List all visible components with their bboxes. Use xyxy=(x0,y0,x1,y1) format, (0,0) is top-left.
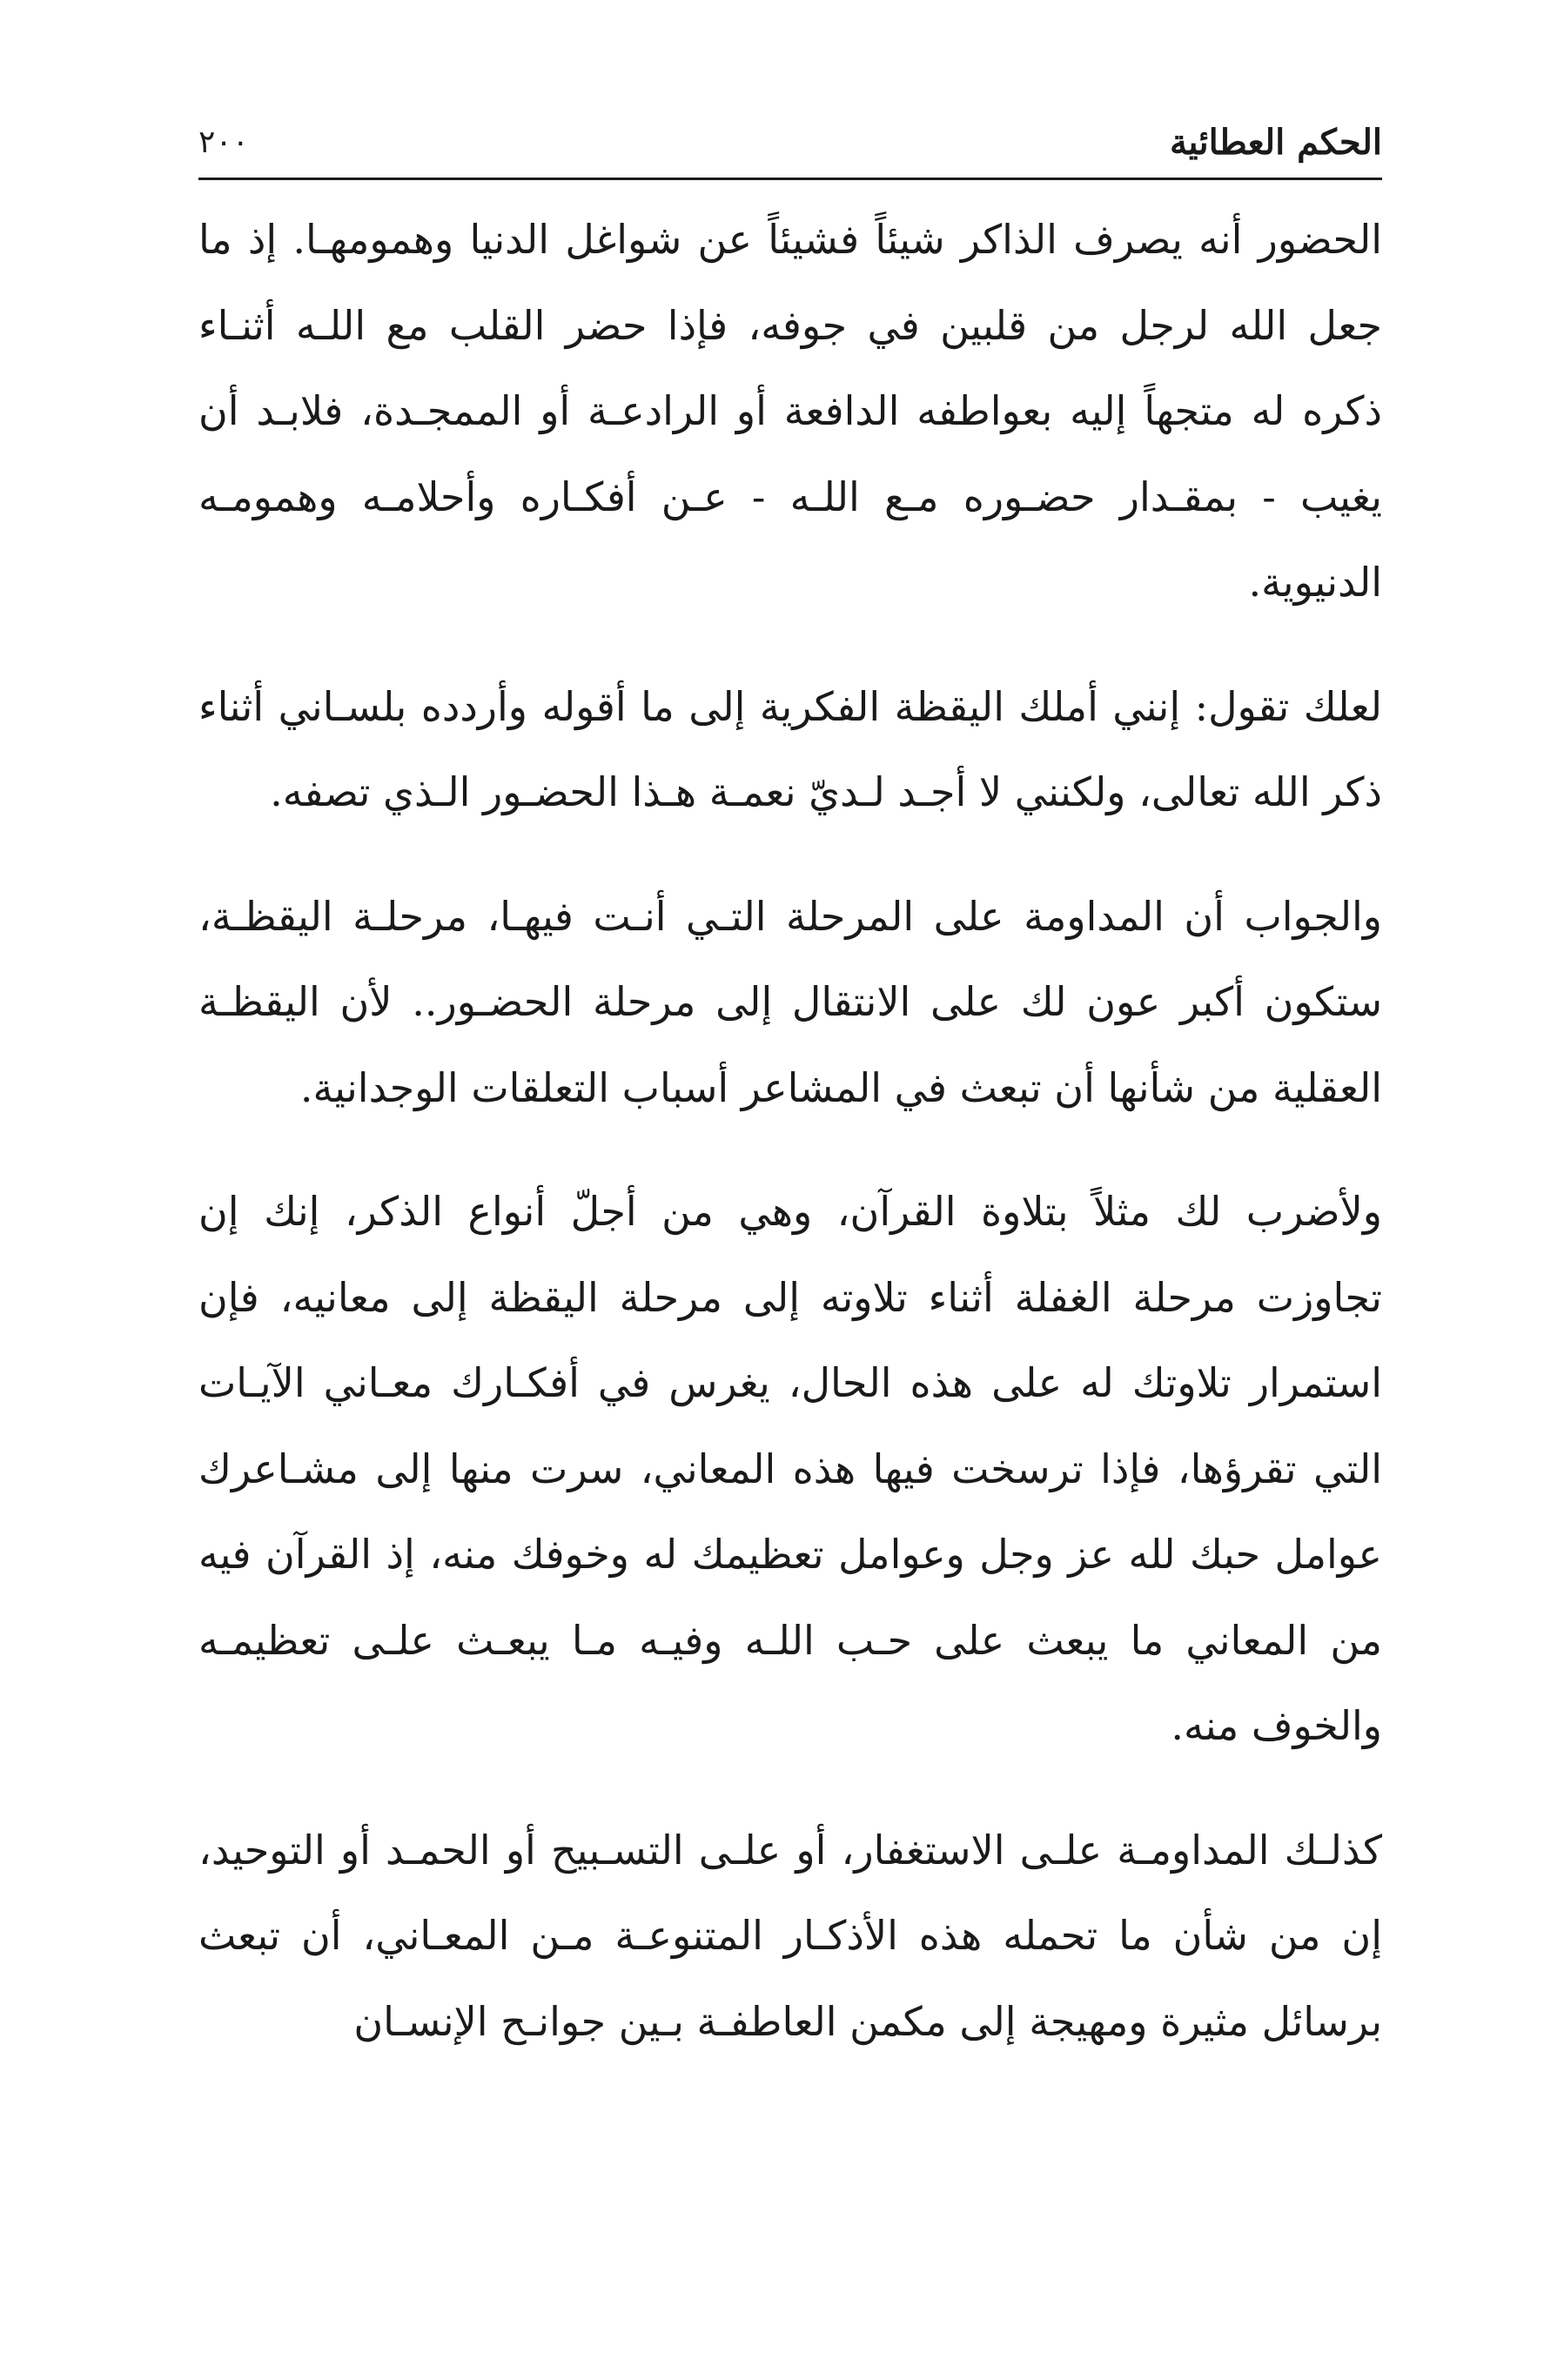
paragraph: لعلك تقول: إنني أملك اليقظة الفكرية إلى ما أقوله وأردده بلسـاني أثناء ذكر الله تعالى، ولكنني لا أجـد لـديّ نعمـة هـذا الحضـور الـذي تصفه. xyxy=(198,682,1382,815)
paragraph: كذلـك المداومـة علـى الاستغفار، أو علـى التسـبيح أو الحمـد أو التوحيد، إن من شأن ما تحمله هذه الأذكـار المتنوعـة مـن المعـاني، أن تبعث برسائل مثيرة ومهيجة إلى مكمن العاطفـة بـين جوانـح الإنسـان xyxy=(198,1826,1382,2045)
header-divider xyxy=(198,178,1382,180)
paragraph: والجواب أن المداومة على المرحلة التـي أنـت فيهـا، مرحلـة اليقظـة، ستكون أكبر عون لك على الانتقال إلى مرحلة الحضـور.. لأن اليقظـة العقلية من شأنها أن تبعث في المشاعر أسباب التعلقات الوجدانية. xyxy=(198,892,1382,1111)
page-number: ٢٠٠ xyxy=(198,124,250,160)
running-header xyxy=(198,111,1382,174)
paragraph: ولأضرب لك مثلاً بتلاوة القرآن، وهي من أجلّ أنواع الذكر، إنك إن تجاوزت مرحلة الغفلة أثناء تلاوته إلى مرحلة اليقظة إلى معانيه، فإن استمرار تلاوتك له على هذه الحال، يغرس في أفكـارك معـاني الآيـات التي تقرؤها، فإذا ترسخت فيها هذه المعاني، سرت منها إلى مشـاعرك عوامل حبك لله عز وجل وعوامل تعظيمك له وخوفك منه، إذ القرآن فيه من المعاني ما يبعث على حـب اللـه وفيـه مـا يبعـث علـى تعظيمـه والخوف منه. xyxy=(198,1188,1382,1749)
paragraph: الحضور أنه يصرف الذاكر شيئاً فشيئاً عن شواغل الدنيا وهمومهـا. إذ ما جعل الله لرجل من قلبين في جوفه، فإذا حضر القلب مع اللـه أثنـاء ذكره له متجهاً إليه بعواطفه الدافعة أو الرادعـة أو الممجـدة، فلابـد أن يغيب - بمقـدار حضـوره مـع اللـه - عـن أفكـاره وأحلامـه وهمومـه الدنيوية. xyxy=(198,216,1382,606)
book-title: الحكم العطائية xyxy=(1169,122,1382,163)
body-text xyxy=(198,197,1382,2064)
